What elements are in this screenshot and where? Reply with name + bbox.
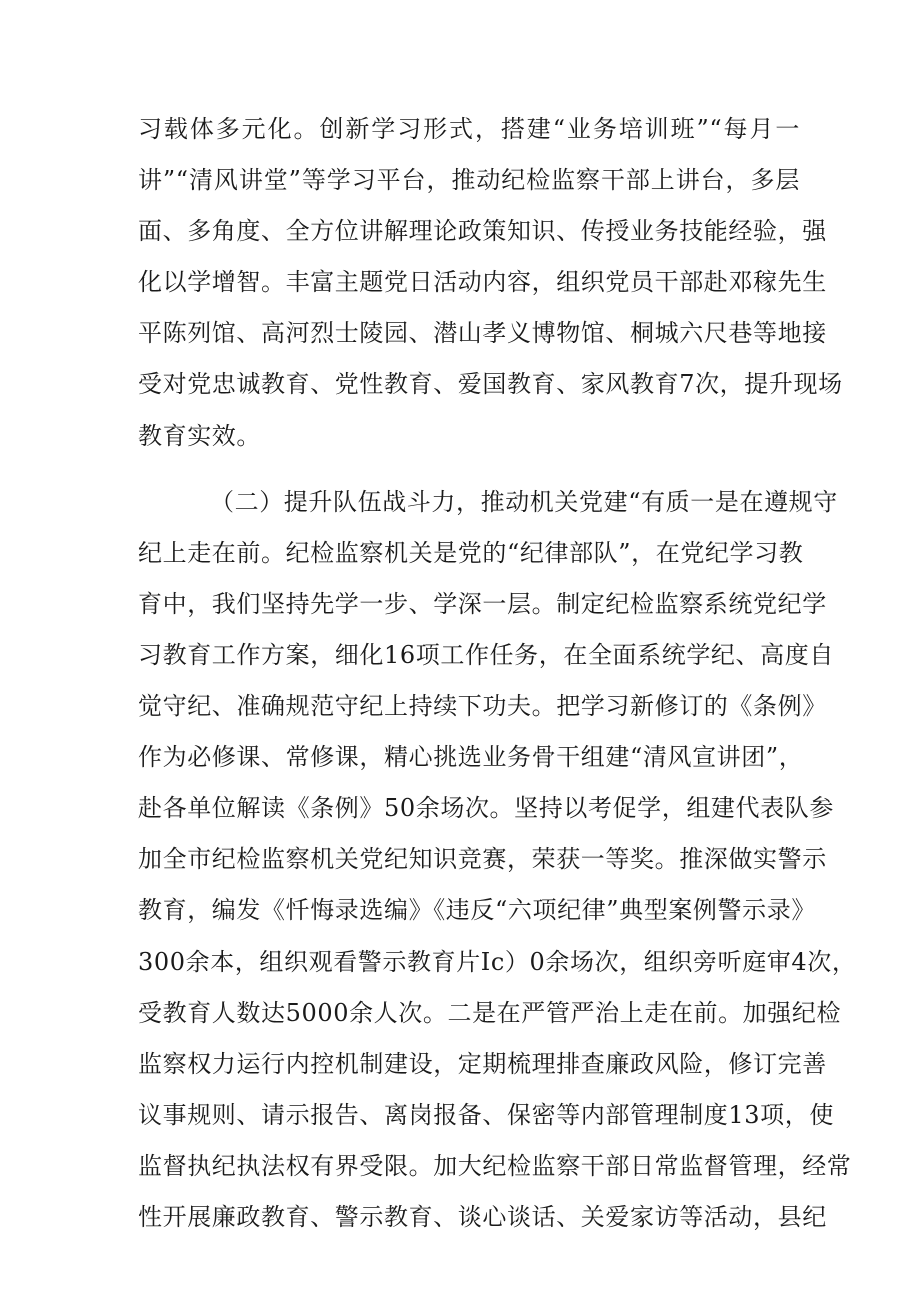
text-line: 育中，我们坚持先学一步、学深一层。制定纪检监察系统党纪学 [138, 589, 827, 618]
text-line: 受对党忠诚教育、党性教育、爱国教育、家风教育7次，提升现场 [138, 370, 843, 399]
text-line: 习教育工作方案，细化16项工作任务，在全面系统学纪、高度自 [138, 640, 834, 669]
text-line: 面、多角度、全方位讲解理论政策知识、传授业务技能经验，强 [138, 217, 827, 246]
text-line: 作为必修课、常修课，精心挑选业务骨干组建“清风宣讲团”， [138, 743, 804, 772]
paragraph-1 [138, 104, 843, 462]
text-line: 受教育人数达5000余人次。二是在严管严治上走在前。加强纪检 [138, 998, 842, 1027]
text-line: 讲”“清风讲堂”等学习平台，推动纪检监察干部上讲台，多层 [138, 166, 800, 195]
text-line: 平陈列馆、高河烈士陵园、潜山孝义博物馆、桐城六尺巷等地接 [138, 319, 827, 348]
text-line: （二）提升队伍战斗力，推动机关党建“有质一是在遵规守 [210, 487, 838, 516]
paragraph-2 [138, 477, 857, 1243]
paragraph-spacer [138, 462, 800, 477]
text-line: 议事规则、请示报告、离岗报备、保密等内部管理制度13项，使 [138, 1100, 834, 1129]
text-line: 赴各单位解读《条例》50余场次。坚持以考促学，组建代表队参 [138, 794, 834, 823]
text-line: 300余本，组织观看警示教育片Ic）0余场次，组织旁听庭审4次， [138, 947, 857, 976]
text-line: 监督执纪执法权有界受限。加大纪检监察干部日常监督管理，经常 [138, 1151, 852, 1180]
document-body [138, 104, 857, 1243]
text-line: 习载体多元化。创新学习形式，搭建“业务培训班”“每月一 [138, 115, 800, 143]
text-line: 监察权力运行内控机制建设，定期梳理排查廉政风险，修订完善 [138, 1049, 827, 1078]
text-line: 觉守纪、准确规范守纪上持续下功夫。把学习新修订的《条例》 [138, 692, 827, 721]
text-line: 纪上走在前。纪检监察机关是党的“纪律部队”，在党纪学习教 [138, 538, 804, 567]
text-line: 化以学增智。丰富主题党日活动内容，组织党员干部赴邓稼先生 [138, 268, 827, 297]
text-line: 性开展廉政教育、警示教育、谈心谈话、关爱家访等活动，县纪 [138, 1202, 827, 1231]
text-line: 教育，编发《忏悔录选编》《违反“六项纪律”典型案例警示录》 [138, 896, 816, 925]
text-line: 教育实效。 [138, 421, 261, 450]
text-line: 加全市纪检监察机关党纪知识竞赛，荣获一等奖。推深做实警示 [138, 845, 827, 874]
